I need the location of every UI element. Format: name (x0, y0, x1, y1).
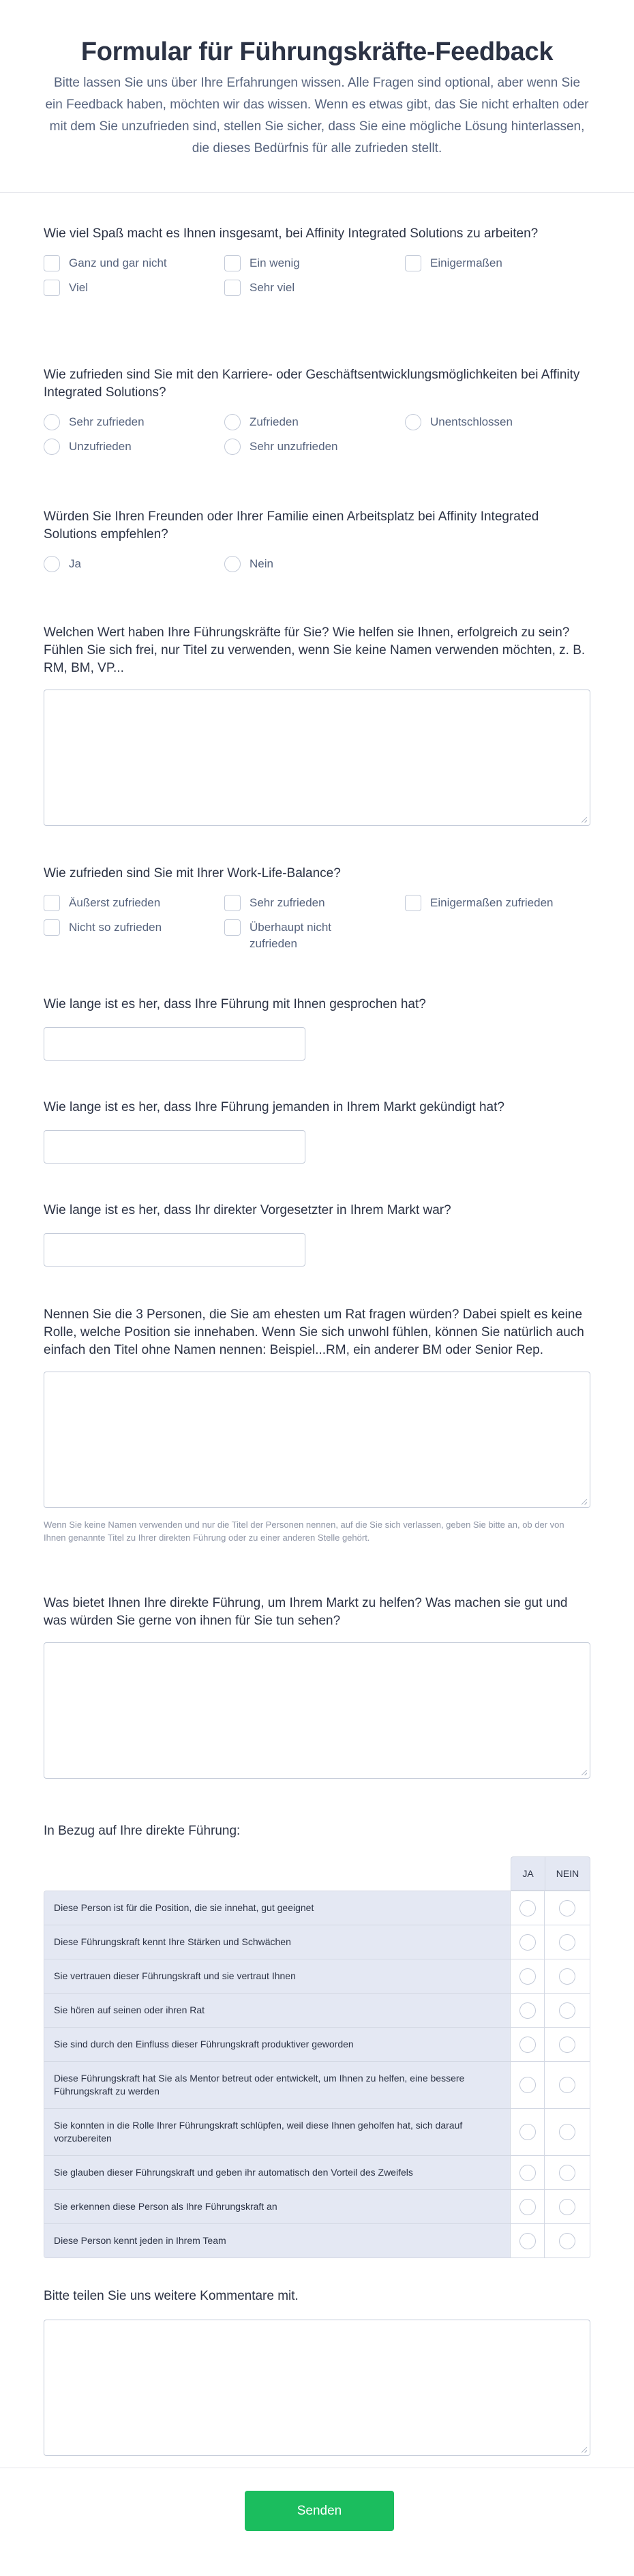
question-label: Nennen Sie die 3 Personen, die Sie am ehesten um Rat fragen würden? Dabei spielt es keine Rolle, welche Position sie innehaben. Wenn Sie sich unwohl fühlen, können Sie natürlich auch einfach den Titel ohne Namen nennen: Beispiel...RM, ein anderer BM oder Senior Rep. (44, 1307, 584, 1357)
matrix-row: Sie hören auf seinen oder ihren Rat (44, 1993, 590, 2027)
resize-handle-icon[interactable] (582, 1770, 587, 1775)
radio-option[interactable]: Unentschlossen (405, 414, 586, 430)
question-supervisor-visit (44, 1202, 590, 1267)
matrix-body (44, 1891, 590, 2258)
leader-value-textarea[interactable] (44, 690, 590, 826)
resize-handle-icon[interactable] (582, 2447, 587, 2453)
supervisor-visit-input[interactable] (44, 1233, 305, 1267)
radio-ja[interactable] (519, 2233, 536, 2249)
radio-option[interactable]: Sehr zufrieden (44, 414, 224, 430)
question-label: Wie lange ist es her, dass Ihre Führung mit Ihnen gesprochen hat? (44, 997, 426, 1011)
radio-ja[interactable] (519, 1900, 536, 1916)
column-header-ja: JA (511, 1856, 545, 1891)
checkbox-option[interactable]: Überhaupt nicht zufrieden (224, 919, 354, 952)
question-label: Wie viel Spaß macht es Ihnen insgesamt, bei Affinity Integrated Solutions zu arbeiten? (44, 226, 539, 241)
last-terminated-input[interactable] (44, 1130, 305, 1164)
matrix-row: Sie konnten in die Rolle Ihrer Führungskraft schlüpfen, weil diese Ihnen geholfen hat, sich darauf vorzubereiten (44, 2108, 590, 2155)
question-label: In Bezug auf Ihre direkte Führung: (44, 1824, 241, 1838)
checkbox-icon[interactable] (224, 919, 241, 936)
resize-handle-icon[interactable] (582, 817, 587, 823)
radio-icon[interactable] (44, 556, 60, 572)
matrix-row: Sie sind durch den Einfluss dieser Führungskraft produktiver geworden (44, 2027, 590, 2061)
checkbox-icon[interactable] (224, 280, 241, 296)
radio-nein[interactable] (559, 2124, 575, 2140)
form-header (0, 0, 634, 193)
radio-icon[interactable] (224, 439, 241, 455)
radio-option[interactable]: Sehr unzufrieden (224, 439, 405, 455)
radio-ja[interactable] (519, 2199, 536, 2215)
submit-button[interactable]: Senden (245, 2491, 394, 2531)
checkbox-option[interactable]: Viel (44, 280, 224, 296)
radio-nein[interactable] (559, 2199, 575, 2215)
radio-option[interactable]: Unzufrieden (44, 439, 224, 455)
question-label: Was bietet Ihnen Ihre direkte Führung, um Ihrem Markt zu helfen? Was machen sie gut und was würden Sie gerne von ihnen für Sie tun sehen? (44, 1596, 568, 1628)
checkbox-icon[interactable] (44, 255, 60, 271)
radio-nein[interactable] (559, 2077, 575, 2093)
checkbox-icon[interactable] (44, 280, 60, 296)
radio-nein[interactable] (559, 2233, 575, 2249)
radio-ja[interactable] (519, 1934, 536, 1951)
form-footer (0, 2468, 634, 2576)
radio-icon[interactable] (224, 414, 241, 430)
radio-ja[interactable] (519, 2165, 536, 2181)
checkbox-option[interactable]: Sehr zufrieden (224, 895, 405, 911)
question-label: Wie zufrieden sind Sie mit den Karriere- oder Geschäftsentwicklungsmöglichkeiten bei Affinity Integrated Solutions? (44, 368, 580, 400)
comments-textarea[interactable] (44, 2320, 590, 2456)
form-description: Bitte lassen Sie uns über Ihre Erfahrungen wissen. Alle Fragen sind optional, aber wenn Sie ein Feedback haben, möchten wir das wissen. Wenn es etwas gibt, das Sie nicht erhalten oder mit dem Sie unzufrieden sind, stellen Sie sicher, dass Sie eine mögliche Lösung hinterlassen, die dieses Bedürfnis für alle zufrieden stellt. (45, 76, 589, 156)
question-label: Welchen Wert haben Ihre Führungskräfte für Sie? Wie helfen sie Ihnen, erfolgreich zu sein? Fühlen Sie sich frei, nur Titel zu verwenden, wenn Sie keine Namen verwenden möchten, z. B. RM, BM, VP... (44, 625, 586, 675)
matrix-row: Diese Person ist für die Position, die sie innehat, gut geeignet (44, 1891, 590, 1925)
matrix-row: Sie erkennen diese Person als Ihre Führungskraft an (44, 2189, 590, 2223)
radio-ja[interactable] (519, 2124, 536, 2140)
question-comments (44, 2288, 590, 2456)
radio-nein[interactable] (559, 2002, 575, 2019)
direct-leader-offer-textarea[interactable] (44, 1642, 590, 1779)
question-label: Bitte teilen Sie uns weitere Kommentare mit. (44, 2289, 299, 2303)
radio-nein[interactable] (559, 2165, 575, 2181)
radio-icon[interactable] (44, 439, 60, 455)
question-career (44, 366, 590, 455)
question-three-people (44, 1306, 590, 1544)
checkbox-icon[interactable] (405, 895, 421, 911)
checkbox-option[interactable]: Einigermaßen zufrieden (405, 895, 586, 911)
radio-ja[interactable] (519, 2037, 536, 2053)
question-label: Wie lange ist es her, dass Ihr direkter Vorgesetzter in Ihrem Markt war? (44, 1203, 451, 1217)
last-spoke-input[interactable] (44, 1027, 305, 1061)
question-last-terminated (44, 1099, 590, 1164)
checkbox-option[interactable]: Ein wenig (224, 255, 405, 271)
three-people-textarea[interactable] (44, 1372, 590, 1508)
checkbox-option[interactable]: Sehr viel (224, 280, 405, 296)
checkbox-icon[interactable] (44, 919, 60, 936)
question-label: Wie zufrieden sind Sie mit Ihrer Work-Life-Balance? (44, 866, 341, 880)
field-sublabel: Wenn Sie keine Namen verwenden und nur die Titel der Personen nennen, auf die Sie sich verlassen, geben Sie bitte an, ob der von Ihnen genannte Titel zu Ihrer direkten Führung oder zu einer anderen Stelle gehört. (44, 1520, 564, 1543)
checkbox-icon[interactable] (44, 895, 60, 911)
question-leader-value (44, 624, 590, 826)
checkbox-icon[interactable] (224, 255, 241, 271)
radio-nein[interactable] (559, 1900, 575, 1916)
radio-ja[interactable] (519, 2077, 536, 2093)
matrix-row: Diese Führungskraft kennt Ihre Stärken und Schwächen (44, 1925, 590, 1959)
question-work-life (44, 865, 590, 952)
matrix-header (44, 1856, 590, 1891)
checkbox-option[interactable]: Äußerst zufrieden (44, 895, 224, 911)
checkbox-icon[interactable] (224, 895, 241, 911)
radio-icon[interactable] (224, 556, 241, 572)
matrix-row: Sie glauben dieser Führungskraft und geben ihr automatisch den Vorteil des Zweifels (44, 2155, 590, 2189)
matrix-row: Diese Person kennt jeden in Ihrem Team (44, 2223, 590, 2257)
radio-icon[interactable] (405, 414, 421, 430)
question-label: Würden Sie Ihren Freunden oder Ihrer Familie einen Arbeitsplatz bei Affinity Integrated Solutions empfehlen? (44, 509, 539, 542)
checkbox-option[interactable]: Nicht so zufrieden (44, 919, 224, 952)
checkbox-icon[interactable] (405, 255, 421, 271)
column-header-nein: NEIN (545, 1856, 590, 1891)
question-enjoyment (44, 225, 590, 296)
radio-nein[interactable] (559, 2037, 575, 2053)
radio-ja[interactable] (519, 1968, 536, 1985)
question-label: Wie lange ist es her, dass Ihre Führung jemanden in Ihrem Markt gekündigt hat? (44, 1100, 504, 1114)
radio-ja[interactable] (519, 2002, 536, 2019)
matrix-row: Sie vertrauen dieser Führungskraft und sie vertraut Ihnen (44, 1959, 590, 1993)
radio-nein[interactable] (559, 1968, 575, 1985)
question-last-spoke (44, 996, 590, 1061)
question-direct-leader-offer (44, 1595, 590, 1779)
resize-handle-icon[interactable] (582, 1499, 587, 1505)
matrix-row: Diese Führungskraft hat Sie als Mentor betreut oder entwickelt, um Ihnen zu helfen, eine bessere Führungskraft zu werden (44, 2061, 590, 2108)
checkbox-option[interactable]: Ganz und gar nicht (44, 255, 224, 271)
radio-option-nein[interactable]: Nein (224, 556, 405, 572)
radio-nein[interactable] (559, 1934, 575, 1951)
radio-icon[interactable] (44, 414, 60, 430)
radio-option-ja[interactable]: Ja (44, 556, 224, 572)
matrix-table (44, 1856, 590, 2258)
question-matrix (44, 1822, 590, 2258)
page-title: Formular für Führungskräfte-Feedback (80, 38, 554, 66)
question-recommend (44, 508, 590, 572)
radio-option[interactable]: Zufrieden (224, 414, 405, 430)
checkbox-option[interactable]: Einigermaßen (405, 255, 586, 271)
